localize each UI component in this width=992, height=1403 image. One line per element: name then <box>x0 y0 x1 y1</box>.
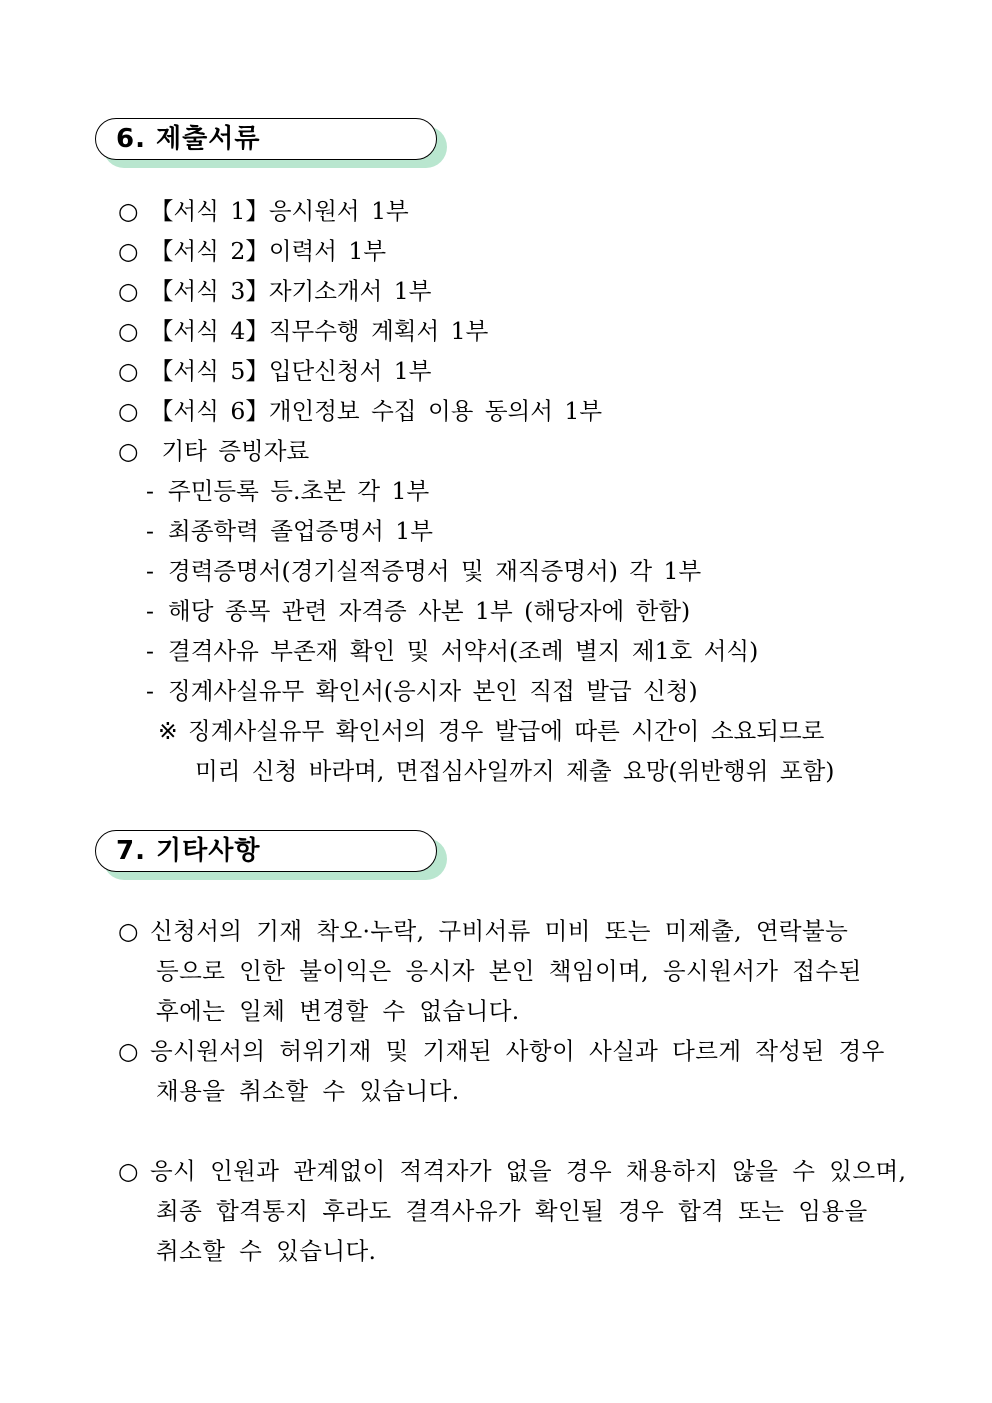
list-item-text: 【서식 2】이력서 1부 <box>150 237 387 265</box>
list-item <box>118 316 488 346</box>
sub-list-item-text: 징계사실유무 확인서(응시자 본인 직접 발급 신청) <box>168 677 698 705</box>
sub-list-item <box>146 516 433 546</box>
sub-list-item <box>146 676 698 706</box>
reference-mark-icon: ※ <box>158 717 178 745</box>
paragraph-text: 취소할 수 있습니다. <box>156 1237 377 1265</box>
paragraph-text: 응시원서의 허위기재 및 기재된 사항이 사실과 다르게 작성된 경우 <box>150 1037 885 1065</box>
section-6-heading <box>95 118 439 160</box>
heading-pill <box>95 830 437 872</box>
dash-marker: - <box>146 597 154 625</box>
sub-list-item <box>146 596 690 626</box>
list-item-text: 【서식 1】응시원서 1부 <box>150 197 409 225</box>
list-item <box>118 236 386 266</box>
paragraph-item <box>118 1036 885 1066</box>
paragraph-continuation <box>156 956 862 986</box>
sub-list-item-text: 경력증명서(경기실적증명서 및 재직증명서) 각 1부 <box>168 557 702 585</box>
section-6-title: 6. 제출서류 <box>116 124 261 154</box>
note-text: 미리 신청 바라며, 면접심사일까지 제출 요망(위반행위 포함) <box>195 757 835 785</box>
paragraph-continuation <box>156 996 520 1026</box>
list-item-text: 기타 증빙자료 <box>150 437 310 465</box>
list-item-text: 【서식 5】입단신청서 1부 <box>150 357 432 385</box>
dash-marker: - <box>146 557 154 585</box>
dash-marker: - <box>146 677 154 705</box>
paragraph-text: 최종 합격통지 후라도 결격사유가 확인될 경우 합격 또는 임용을 <box>156 1197 868 1225</box>
list-item <box>118 276 431 306</box>
sub-list-item <box>146 476 429 506</box>
circle-bullet: ○ <box>118 277 139 305</box>
note-text: 징계사실유무 확인서의 경우 발급에 따른 시간이 소요되므로 <box>188 717 825 745</box>
circle-bullet: ○ <box>118 917 139 945</box>
paragraph-item <box>118 916 848 946</box>
sub-list-item-text: 최종학력 졸업증명서 1부 <box>168 517 433 545</box>
list-item <box>118 196 409 226</box>
section-7-heading <box>95 830 439 872</box>
list-item-text: 【서식 4】직무수행 계획서 1부 <box>150 317 489 345</box>
paragraph-continuation <box>156 1196 868 1226</box>
circle-bullet: ○ <box>118 397 139 425</box>
sub-list-item <box>146 556 701 586</box>
circle-bullet: ○ <box>118 197 139 225</box>
paragraph-text: 응시 인원과 관계없이 적격자가 없을 경우 채용하지 않을 수 있으며, <box>150 1157 907 1185</box>
section-7-title: 7. 기타사항 <box>116 836 261 866</box>
list-item-text: 【서식 3】자기소개서 1부 <box>150 277 432 305</box>
paragraph-continuation <box>156 1076 460 1106</box>
list-item <box>118 356 431 386</box>
dash-marker: - <box>146 477 154 505</box>
sub-list-item-text: 결격사유 부존재 확인 및 서약서(조례 별지 제1호 서식) <box>168 637 759 665</box>
paragraph-text: 채용을 취소할 수 있습니다. <box>156 1077 460 1105</box>
list-item <box>118 396 602 426</box>
paragraph-item <box>118 1156 906 1186</box>
circle-bullet: ○ <box>118 437 139 465</box>
dash-marker: - <box>146 637 154 665</box>
circle-bullet: ○ <box>118 237 139 265</box>
paragraph-text: 신청서의 기재 착오·누락, 구비서류 미비 또는 미제출, 연락불능 <box>150 917 849 945</box>
paragraph-text: 후에는 일체 변경할 수 없습니다. <box>156 997 520 1025</box>
note-line <box>158 716 824 746</box>
list-item-text: 【서식 6】개인정보 수집 이용 동의서 1부 <box>150 397 603 425</box>
circle-bullet: ○ <box>118 317 139 345</box>
sub-list-item <box>146 636 758 666</box>
circle-bullet: ○ <box>118 357 139 385</box>
sub-list-item-text: 주민등록 등.초본 각 1부 <box>168 477 430 505</box>
list-item <box>118 436 309 466</box>
circle-bullet: ○ <box>118 1037 139 1065</box>
paragraph-text: 등으로 인한 불이익은 응시자 본인 책임이며, 응시원서가 접수된 <box>156 957 862 985</box>
circle-bullet: ○ <box>118 1157 139 1185</box>
dash-marker: - <box>146 517 154 545</box>
paragraph-continuation <box>156 1236 376 1266</box>
note-line <box>195 756 834 786</box>
sub-list-item-text: 해당 종목 관련 자격증 사본 1부 (해당자에 한함) <box>168 597 691 625</box>
heading-pill <box>95 118 437 160</box>
